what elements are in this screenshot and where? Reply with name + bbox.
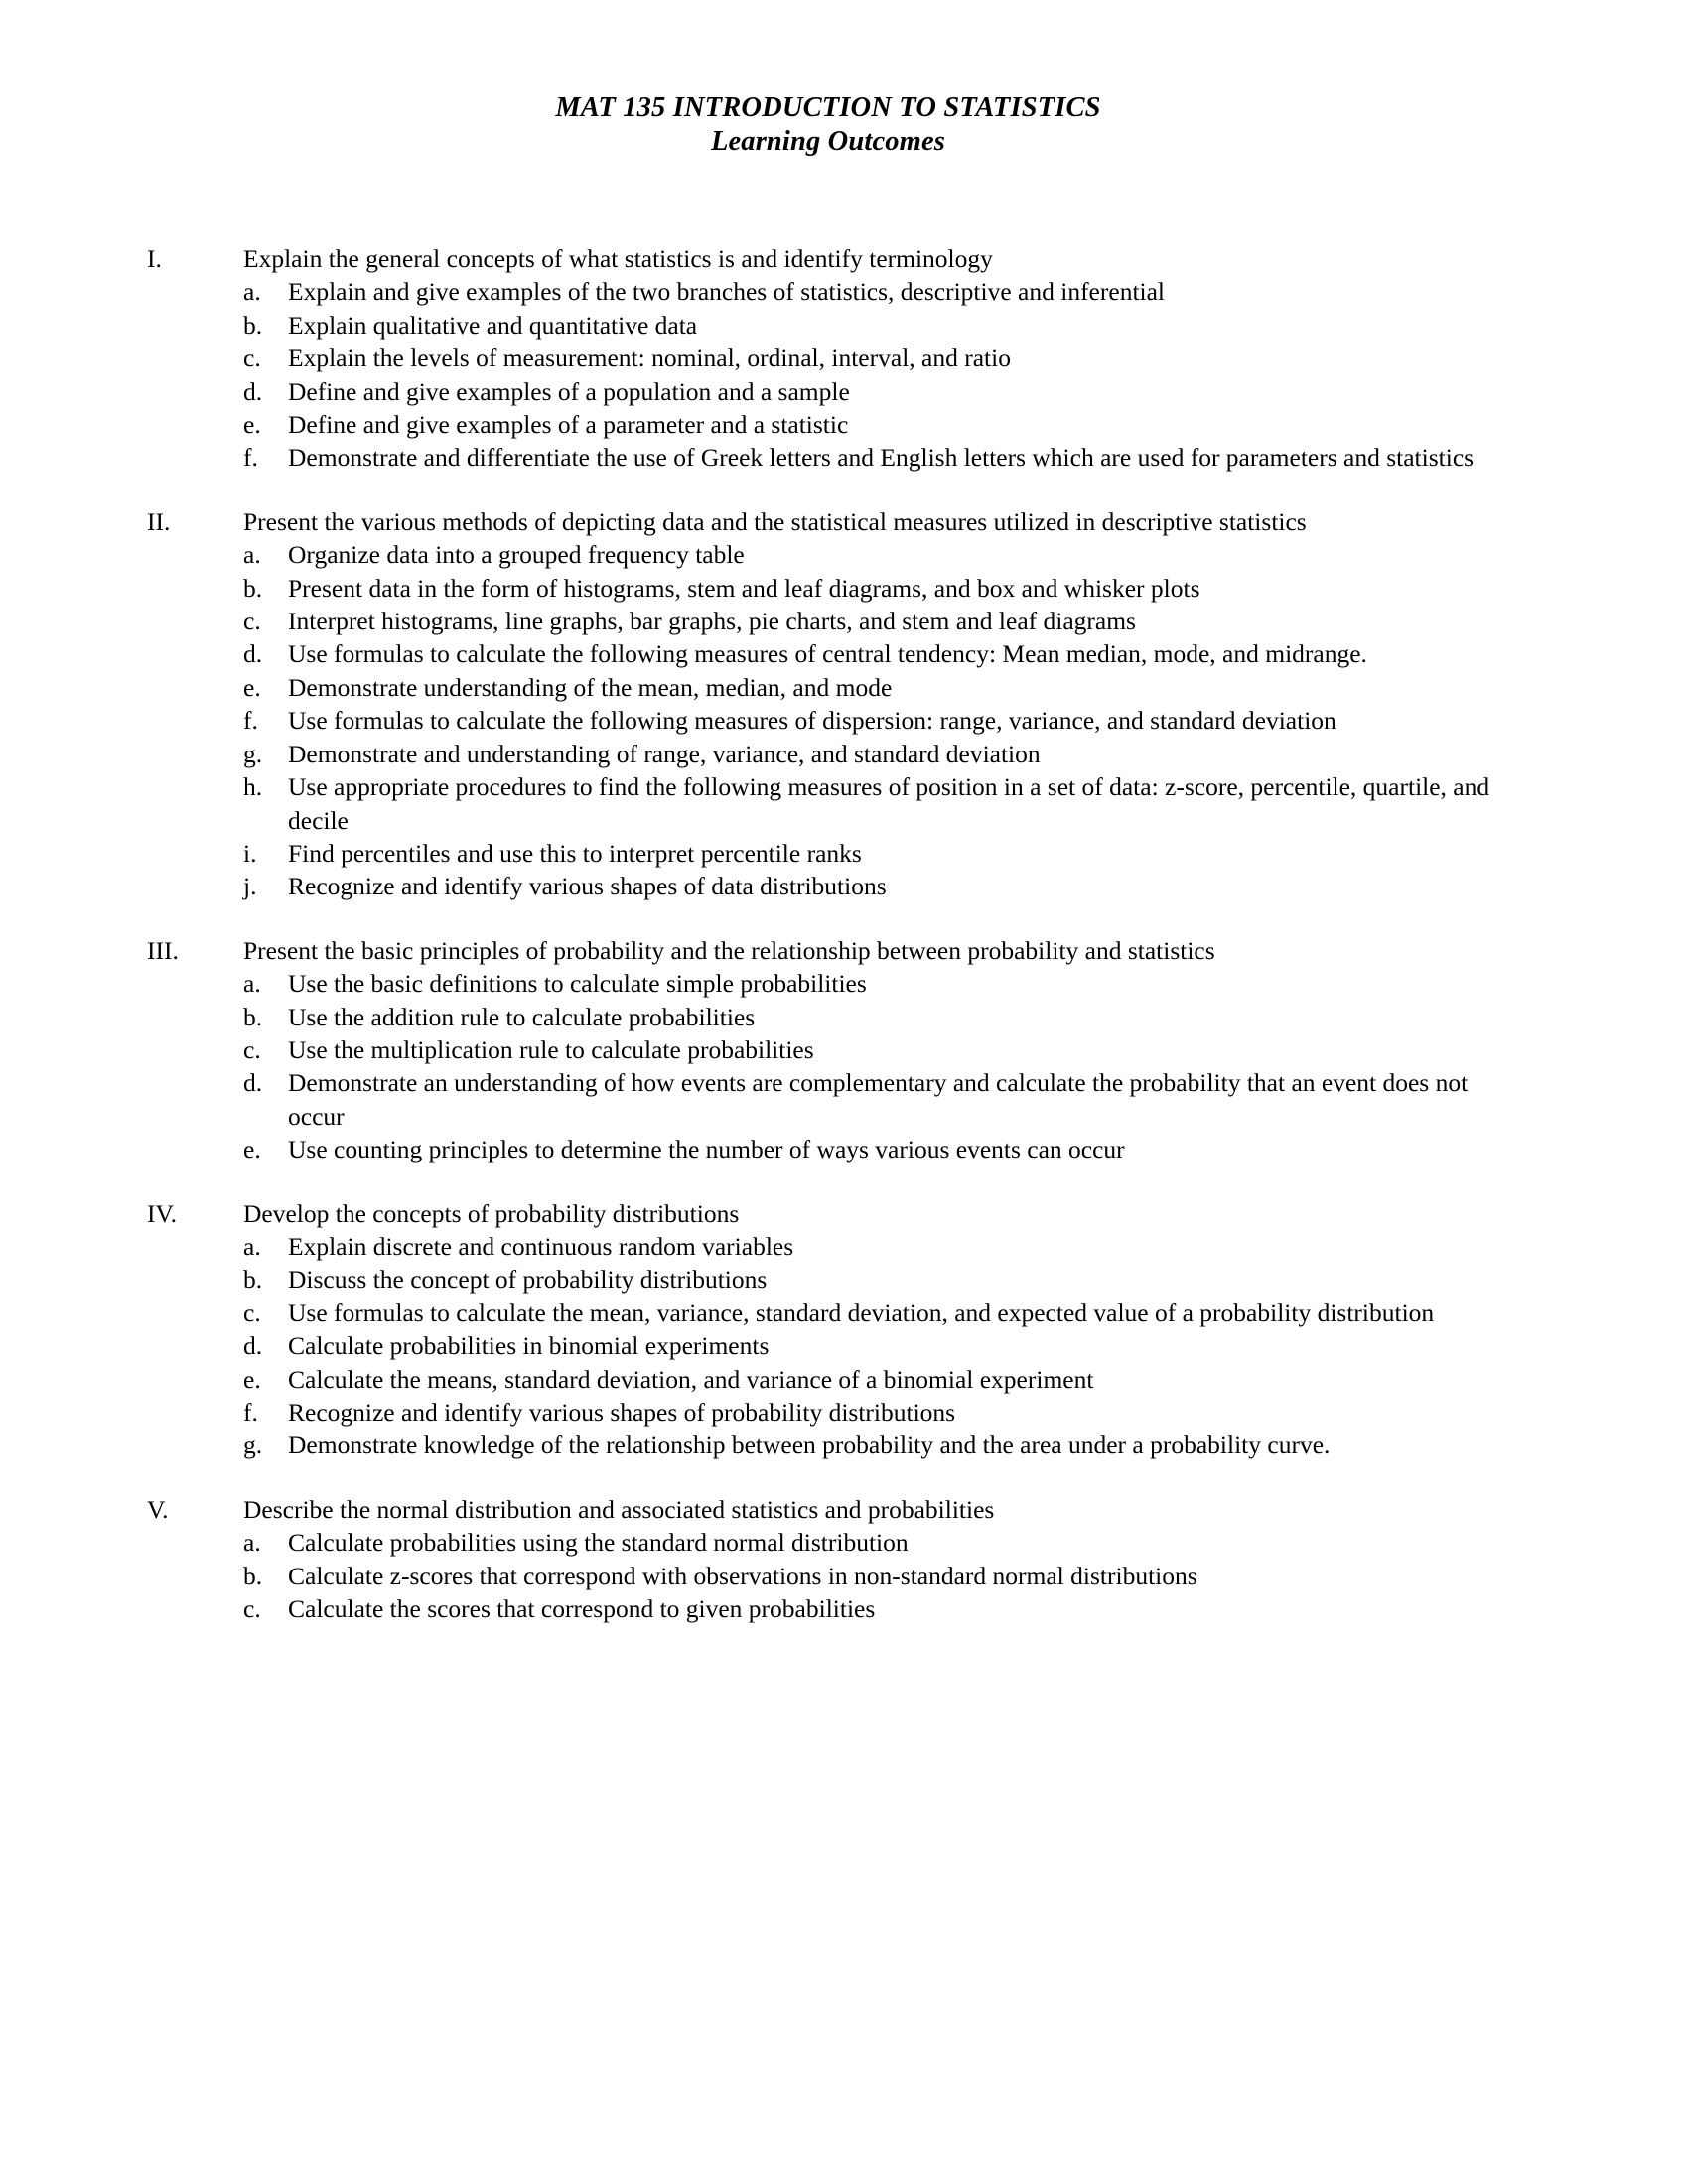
- subitem-marker: c.: [243, 1034, 261, 1064]
- subitem-text: Calculate the means, standard deviation, and variance of a binomial experiment: [288, 1364, 1094, 1394]
- subitem-text: Calculate z-scores that correspond with observations in non-standard normal distributions: [288, 1561, 1197, 1590]
- subitem-text: Organize data into a grouped frequency table: [288, 540, 745, 570]
- outline-subitem: [147, 870, 1517, 902]
- subitem-marker: b.: [243, 1002, 263, 1031]
- outline-subitem: [147, 1429, 1517, 1461]
- subitem-text: Find percentiles and use this to interpret percentile ranks: [288, 838, 862, 868]
- subitem-text: Explain and give examples of the two branches of statistics, descriptive and inferential: [288, 277, 1166, 307]
- section-marker: II.: [147, 506, 171, 536]
- subitem-text: Demonstrate and understanding of range, variance, and standard deviation: [288, 739, 1041, 768]
- outline-section: [147, 242, 1517, 475]
- outline-subitem: [147, 572, 1517, 605]
- subitem-text: Calculate the scores that correspond to given probabilities: [288, 1594, 876, 1624]
- subitem-text: Use formulas to calculate the mean, variance, standard deviation, and expected value of a probability distribution: [288, 1297, 1435, 1327]
- subitem-marker: c.: [243, 607, 261, 636]
- subitem-marker: c.: [243, 1297, 261, 1327]
- subitem-marker: a.: [243, 540, 261, 570]
- subitem-text: Recognize and identify various shapes of probability distributions: [288, 1398, 956, 1427]
- subitem-marker: f.: [243, 706, 258, 736]
- outline-section-heading: [147, 242, 1517, 275]
- subitem-marker: j.: [243, 872, 257, 901]
- outline-subitem: [147, 1263, 1517, 1296]
- subitem-text: Define and give examples of a parameter and a statistic: [288, 410, 849, 440]
- subitem-text: Use appropriate procedures to find the following measures of position in a set of data: z-score, percentile, quartile, and decile: [288, 772, 1490, 835]
- section-marker: III.: [147, 935, 179, 965]
- subitem-text: Use the multiplication rule to calculate probabilities: [288, 1034, 814, 1064]
- subitem-text: Explain qualitative and quantitative data: [288, 310, 698, 340]
- subitem-marker: f.: [243, 443, 258, 473]
- outline-subitem: [147, 1066, 1517, 1133]
- subitem-text: Demonstrate an understanding of how events are complementary and calculate the probability that an event does not occur: [288, 1068, 1469, 1131]
- subitem-text: Demonstrate and differentiate the use of Greek letters and English letters which are used for parameters and statistics: [288, 443, 1475, 473]
- outline-section-heading: [147, 1493, 1517, 1526]
- subitem-text: Calculate probabilities in binomial experiments: [288, 1331, 770, 1361]
- document-subtitle: Learning Outcomes: [710, 126, 946, 157]
- outline-subitem: [147, 1133, 1517, 1165]
- outline-subitem: [147, 1001, 1517, 1033]
- outline-subitem-list: [147, 538, 1517, 902]
- subitem-marker: b.: [243, 1561, 263, 1590]
- outline-section-heading: [147, 505, 1517, 538]
- section-text: Develop the concepts of probability distributions: [243, 1198, 740, 1228]
- outline-subitem: [147, 375, 1517, 408]
- subitem-text: Calculate probabilities using the standard normal distribution: [288, 1528, 909, 1558]
- section-marker: IV.: [147, 1198, 177, 1228]
- outline-subitem: [147, 704, 1517, 737]
- section-text: Present the various methods of depicting data and the statistical measures utilized in descriptive statistics: [243, 506, 1307, 536]
- learning-outcomes-outline: [147, 242, 1517, 1625]
- subitem-marker: e.: [243, 410, 261, 440]
- outline-subitem: [147, 967, 1517, 1000]
- outline-subitem: [147, 637, 1517, 670]
- subitem-marker: a.: [243, 969, 261, 999]
- outline-subitem: [147, 1297, 1517, 1329]
- subitem-marker: i.: [243, 838, 257, 868]
- subitem-marker: c.: [243, 1594, 261, 1624]
- outline-subitem: [147, 1329, 1517, 1362]
- subitem-marker: d.: [243, 1331, 263, 1361]
- outline-subitem: [147, 341, 1517, 374]
- subitem-marker: h.: [243, 772, 263, 802]
- subitem-marker: b.: [243, 310, 263, 340]
- subitem-marker: e.: [243, 672, 261, 702]
- outline-section: [147, 505, 1517, 903]
- outline-subitem: [147, 1396, 1517, 1429]
- outline-subitem: [147, 408, 1517, 441]
- subitem-marker: d.: [243, 376, 263, 406]
- outline-section: [147, 1197, 1517, 1462]
- outline-subitem: [147, 738, 1517, 770]
- outline-subitem: [147, 671, 1517, 704]
- subitem-text: Explain the levels of measurement: nominal, ordinal, interval, and ratio: [288, 343, 1011, 373]
- outline-subitem: [147, 309, 1517, 341]
- subitem-marker: e.: [243, 1364, 261, 1394]
- outline-subitem-list: [147, 1230, 1517, 1462]
- outline-subitem: [147, 441, 1517, 474]
- outline-subitem: [147, 1230, 1517, 1263]
- outline-subitem: [147, 770, 1517, 837]
- subitem-marker: a.: [243, 277, 261, 307]
- subitem-text: Use the addition rule to calculate probabilities: [288, 1002, 756, 1031]
- subitem-text: Explain discrete and continuous random variables: [288, 1231, 794, 1261]
- outline-subitem: [147, 1592, 1517, 1625]
- subitem-marker: d.: [243, 639, 263, 669]
- subitem-text: Use the basic definitions to calculate simple probabilities: [288, 969, 867, 999]
- subitem-marker: b.: [243, 573, 263, 603]
- document-title: MAT 135 INTRODUCTION TO STATISTICS: [555, 92, 1101, 123]
- subitem-marker: a.: [243, 1231, 261, 1261]
- outline-subitem: [147, 837, 1517, 870]
- subitem-marker: e.: [243, 1135, 261, 1164]
- subitem-text: Define and give examples of a population and a sample: [288, 376, 850, 406]
- subitem-marker: b.: [243, 1265, 263, 1295]
- section-text: Describe the normal distribution and associated statistics and probabilities: [243, 1494, 995, 1524]
- section-marker: I.: [147, 244, 162, 273]
- section-marker: V.: [147, 1494, 169, 1524]
- subitem-text: Demonstrate understanding of the mean, median, and mode: [288, 672, 893, 702]
- outline-subitem: [147, 1033, 1517, 1066]
- subitem-marker: c.: [243, 343, 261, 373]
- subitem-marker: d.: [243, 1068, 263, 1098]
- outline-subitem-list: [147, 1526, 1517, 1625]
- subitem-text: Recognize and identify various shapes of data distributions: [288, 872, 887, 901]
- subitem-marker: g.: [243, 1431, 263, 1460]
- outline-section: [147, 1493, 1517, 1626]
- outline-subitem-list: [147, 967, 1517, 1165]
- subitem-text: Present data in the form of histograms, stem and leaf diagrams, and box and whisker plots: [288, 573, 1200, 603]
- document-header: [147, 91, 1509, 158]
- subitem-marker: a.: [243, 1528, 261, 1558]
- subitem-text: Demonstrate knowledge of the relationship between probability and the area under a probability curve.: [288, 1431, 1331, 1460]
- subitem-marker: g.: [243, 739, 263, 768]
- outline-subitem: [147, 1526, 1517, 1559]
- outline-subitem: [147, 1363, 1517, 1396]
- outline-section-heading: [147, 1197, 1517, 1230]
- section-text: Present the basic principles of probability and the relationship between probability and statistics: [243, 935, 1215, 965]
- outline-section-heading: [147, 934, 1517, 967]
- subitem-text: Use formulas to calculate the following measures of dispersion: range, variance, and standard deviation: [288, 706, 1336, 736]
- outline-subitem-list: [147, 275, 1517, 474]
- outline-subitem: [147, 1560, 1517, 1592]
- subitem-text: Interpret histograms, line graphs, bar graphs, pie charts, and stem and leaf diagrams: [288, 607, 1136, 636]
- outline-section: [147, 934, 1517, 1166]
- outline-subitem: [147, 605, 1517, 637]
- subitem-text: Discuss the concept of probability distributions: [288, 1265, 768, 1295]
- section-text: Explain the general concepts of what statistics is and identify terminology: [243, 244, 993, 273]
- subitem-marker: f.: [243, 1398, 258, 1427]
- outline-subitem: [147, 538, 1517, 571]
- subitem-text: Use counting principles to determine the number of ways various events can occur: [288, 1135, 1125, 1164]
- outline-subitem: [147, 275, 1517, 308]
- subitem-text: Use formulas to calculate the following measures of central tendency: Mean median, mode, and midrange.: [288, 639, 1367, 669]
